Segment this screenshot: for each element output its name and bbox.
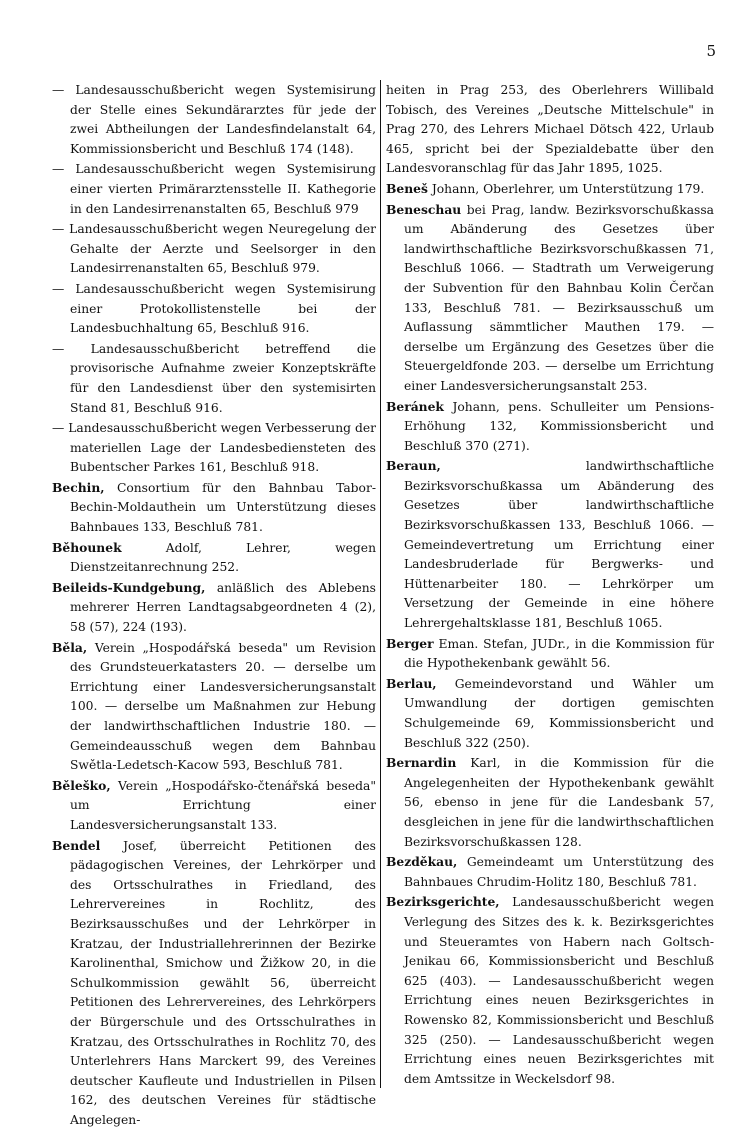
entry-text: Verein „Hospodářsko-čtenářská beseda" um Errichtung einer Landesversicherungsanstalt 133. — [70, 778, 376, 832]
index-entry — [52, 339, 376, 418]
index-entry — [52, 279, 376, 339]
entry-text: Consortium für den Bahnbau Tabor-Bechin-Moldauthein um Unterstützung dieses Bahnbaues 133, Beschluß 781. — [70, 480, 376, 535]
entry-text: Johann, Oberlehrer, um Unterstützung 179. — [431, 181, 705, 196]
entry-heading: Běleško, — [52, 777, 111, 793]
entry-text: — Landesausschußbericht wegen Systemisirung der Stelle eines Sekundärarztes für jede der zwei Abtheilungen der Landesfindelanstalt 64, Kommissionsbericht und Beschluß 174 (148). — [52, 83, 376, 156]
entry-text: Karl, in die Kommission für die Angelegenheiten der Hypothekenbank gewählt 56, ebenso in jene für die Landesbank 57, desgleichen in jene für die landwirthschaftlichen Bezirksvorschußkassen 128. — [404, 756, 714, 849]
index-entry — [386, 753, 714, 852]
entry-text: Gemeindevorstand und Wähler um Umwandlung der dortigen gemischten Schulgemeinde 69, Kommissionsbericht und Beschluß 322 (250). — [404, 676, 714, 750]
index-entry — [52, 538, 376, 578]
entry-heading: Bezirksgerichte, — [386, 894, 500, 910]
index-entry — [52, 418, 376, 478]
index-entry — [52, 776, 376, 836]
index-entry — [386, 397, 714, 457]
entry-text: Landesausschußbericht wegen Verlegung des Sitzes des k. k. Bezirksgerichtes und Steueramtes von Habern nach Goltsch-Jenikau 66, Kommissionsbericht und Beschluß 625 (403). — Landesausschußbericht wegen Errichtung eines neuen Bezirksgerichtes in Rowensko 82, Kommissionsbericht und Beschluß 325 (250). — Landesausschußbericht wegen Errichtung eines neuen Bezirksgerichtes mit dem Amtssitze in Weckelsdorf 98. — [404, 895, 714, 1086]
index-entry — [52, 478, 376, 538]
entry-text: bei Prag, landw. Bezirksvorschußkassa um Abänderung des Gesetzes über landwirthschaftliche Bezirksvorschußkassen 71, Beschluß 1066. — Stadtrath um Verweigerung der Subvention für den Bahnbau Kolin Čerčan 133, Beschluß 781. — Bezirksausschuß um Auflassung sämmtlicher Mauthen 179. — derselbe um Ergänzung des Gesetzes über die Steuergeldfonde 203. — derselbe um Errichtung einer Landesversicherungsanstalt 253. — [404, 202, 714, 393]
entry-heading: Berger — [386, 635, 434, 651]
entry-heading: Berlau, — [386, 675, 437, 691]
entry-heading: Beneš — [386, 180, 428, 196]
entry-text: — Landesausschußbericht wegen Verbesserung der materiellen Lage der Landesbediensteten des Bubentscher Parkes 161, Beschluß 918. — [52, 421, 376, 475]
index-entry — [52, 80, 376, 159]
entry-heading: Beránek — [386, 398, 444, 414]
entry-heading: Běla, — [52, 639, 88, 655]
entry-heading: Beileids-Kundgebung, — [52, 579, 206, 595]
column-divider — [380, 80, 381, 1088]
entry-heading: Bendel — [52, 837, 101, 853]
index-entry — [52, 836, 376, 1130]
left-column — [52, 80, 376, 1130]
page-number: 5 — [706, 42, 716, 60]
entry-heading: Beraun, — [386, 458, 441, 474]
index-entry — [386, 852, 714, 892]
index-entry — [386, 179, 714, 200]
index-entry — [52, 578, 376, 638]
entry-heading: Bechin, — [52, 479, 105, 495]
entry-text: Josef, überreicht Petitionen des pädagogischen Vereines, der Lehrkörper und des Ortsschulrathes in Friedland, des Lehrervereines in Rochlitz, des Bezirksausschußes und der Lehrkörper in Kratzau, der Industriallehrerinnen der Bezirke Karolinenthal, Smichow und Žižkow 20, in die Schulkommission gewählt 56, überreicht Petitionen des Lehrervereines, des Lehrkörpers der Bürgerschule und des Ortsschulrathes in Kratzau, des Ortsschulrathes in Rochlitz 70, des Unterlehrers Hans Marckert 99, des Vereines deutscher Kaufleute und Industriellen in Pilsen 162, des deutschen Vereines für städtische Angelegen- — [70, 838, 376, 1127]
index-entry — [52, 219, 376, 279]
index-entry — [386, 456, 714, 633]
index-entry — [52, 159, 376, 219]
right-column — [386, 80, 714, 1089]
entry-text: anläßlich des Ablebens mehrerer Herren Landtagsabgeordneten 4 (2), 58 (57), 224 (193). — [70, 580, 376, 635]
entry-text: landwirthschaftliche Bezirksvorschußkassa um Abänderung des Gesetzes über landwirthschaftliche Bezirksvorschußkassen 133, Beschluß 1066. — Gemeindevertretung um Errichtung einer Landesbruderlade für Bergwerks- und Hüttenarbeiter 180. — Lehrkörper um Versetzung der Gemeinde in eine höhere Lehrergehaltsklasse 181, Beschluß 1065. — [404, 459, 714, 631]
entry-text: Gemeindeamt um Unterstützung des Bahnbaues Chrudim-Holitz 180, Beschluß 781. — [404, 855, 714, 889]
entry-text: Eman. Stefan, JUDr., in die Kommission für die Hypothekenbank gewählt 56. — [404, 636, 714, 671]
entry-text: — Landesausschußbericht wegen Systemisirung einer Protokollistenstelle bei der Landesbuchhaltung 65, Beschluß 916. — [52, 281, 376, 336]
entry-text: — Landesausschußbericht wegen Neuregelung der Gehalte der Aerzte und Seelsorger in den Landesirrenanstalten 65, Beschluß 979. — [52, 222, 376, 276]
entry-heading: Beneschau — [386, 201, 462, 217]
index-entry — [52, 638, 376, 776]
entry-text: Verein „Hospodářská beseda" um Revision des Grundsteuerkatasters 20. — derselbe um Errichtung einer Landesversicherungsanstalt 100. — derselbe um Maßnahmen zur Hebung der landwirthschaftlichen Industrie 180. — Gemeindeausschuß wegen dem Bahnbau Swětla-Ledetsch-Kacow 593, Beschluß 781. — [70, 640, 376, 773]
entry-text: heiten in Prag 253, des Oberlehrers Willibald Tobisch, des Vereines „Deutsche Mittelschule" in Prag 270, des Lehrers Michael Dötsch 422, Urlaub 465, spricht bei der Spezialdebatte über den Landesvoranschlag für das Jahr 1895, 1025. — [386, 83, 714, 176]
entry-heading: Běhounek — [52, 539, 122, 555]
entry-heading: Bezděkau, — [386, 854, 458, 870]
entry-text: — Landesausschußbericht wegen Systemisirung einer vierten Primärarztensstelle II. Kathegorie in den Landesirrenanstalten 65, Beschluß 979 — [52, 162, 376, 216]
entry-heading: Bernardin — [386, 755, 457, 771]
entry-text: — Landesausschußbericht betreffend die provisorische Aufnahme zweier Konzeptskräfte für den Landesdienst über den systemisirten Stand 81, Beschluß 916. — [52, 341, 376, 415]
index-entry — [386, 674, 714, 753]
index-entry — [386, 634, 714, 674]
index-entry — [386, 200, 714, 397]
index-entry — [386, 892, 714, 1089]
index-entry-continuation — [386, 80, 714, 179]
entry-text: Johann, pens. Schulleiter um Pensions-Erhöhung 132, Kommissionsbericht und Beschluß 370 (271). — [404, 399, 714, 453]
entry-text: Adolf, Lehrer, wegen Dienstzeitanrechnung 252. — [70, 540, 376, 575]
